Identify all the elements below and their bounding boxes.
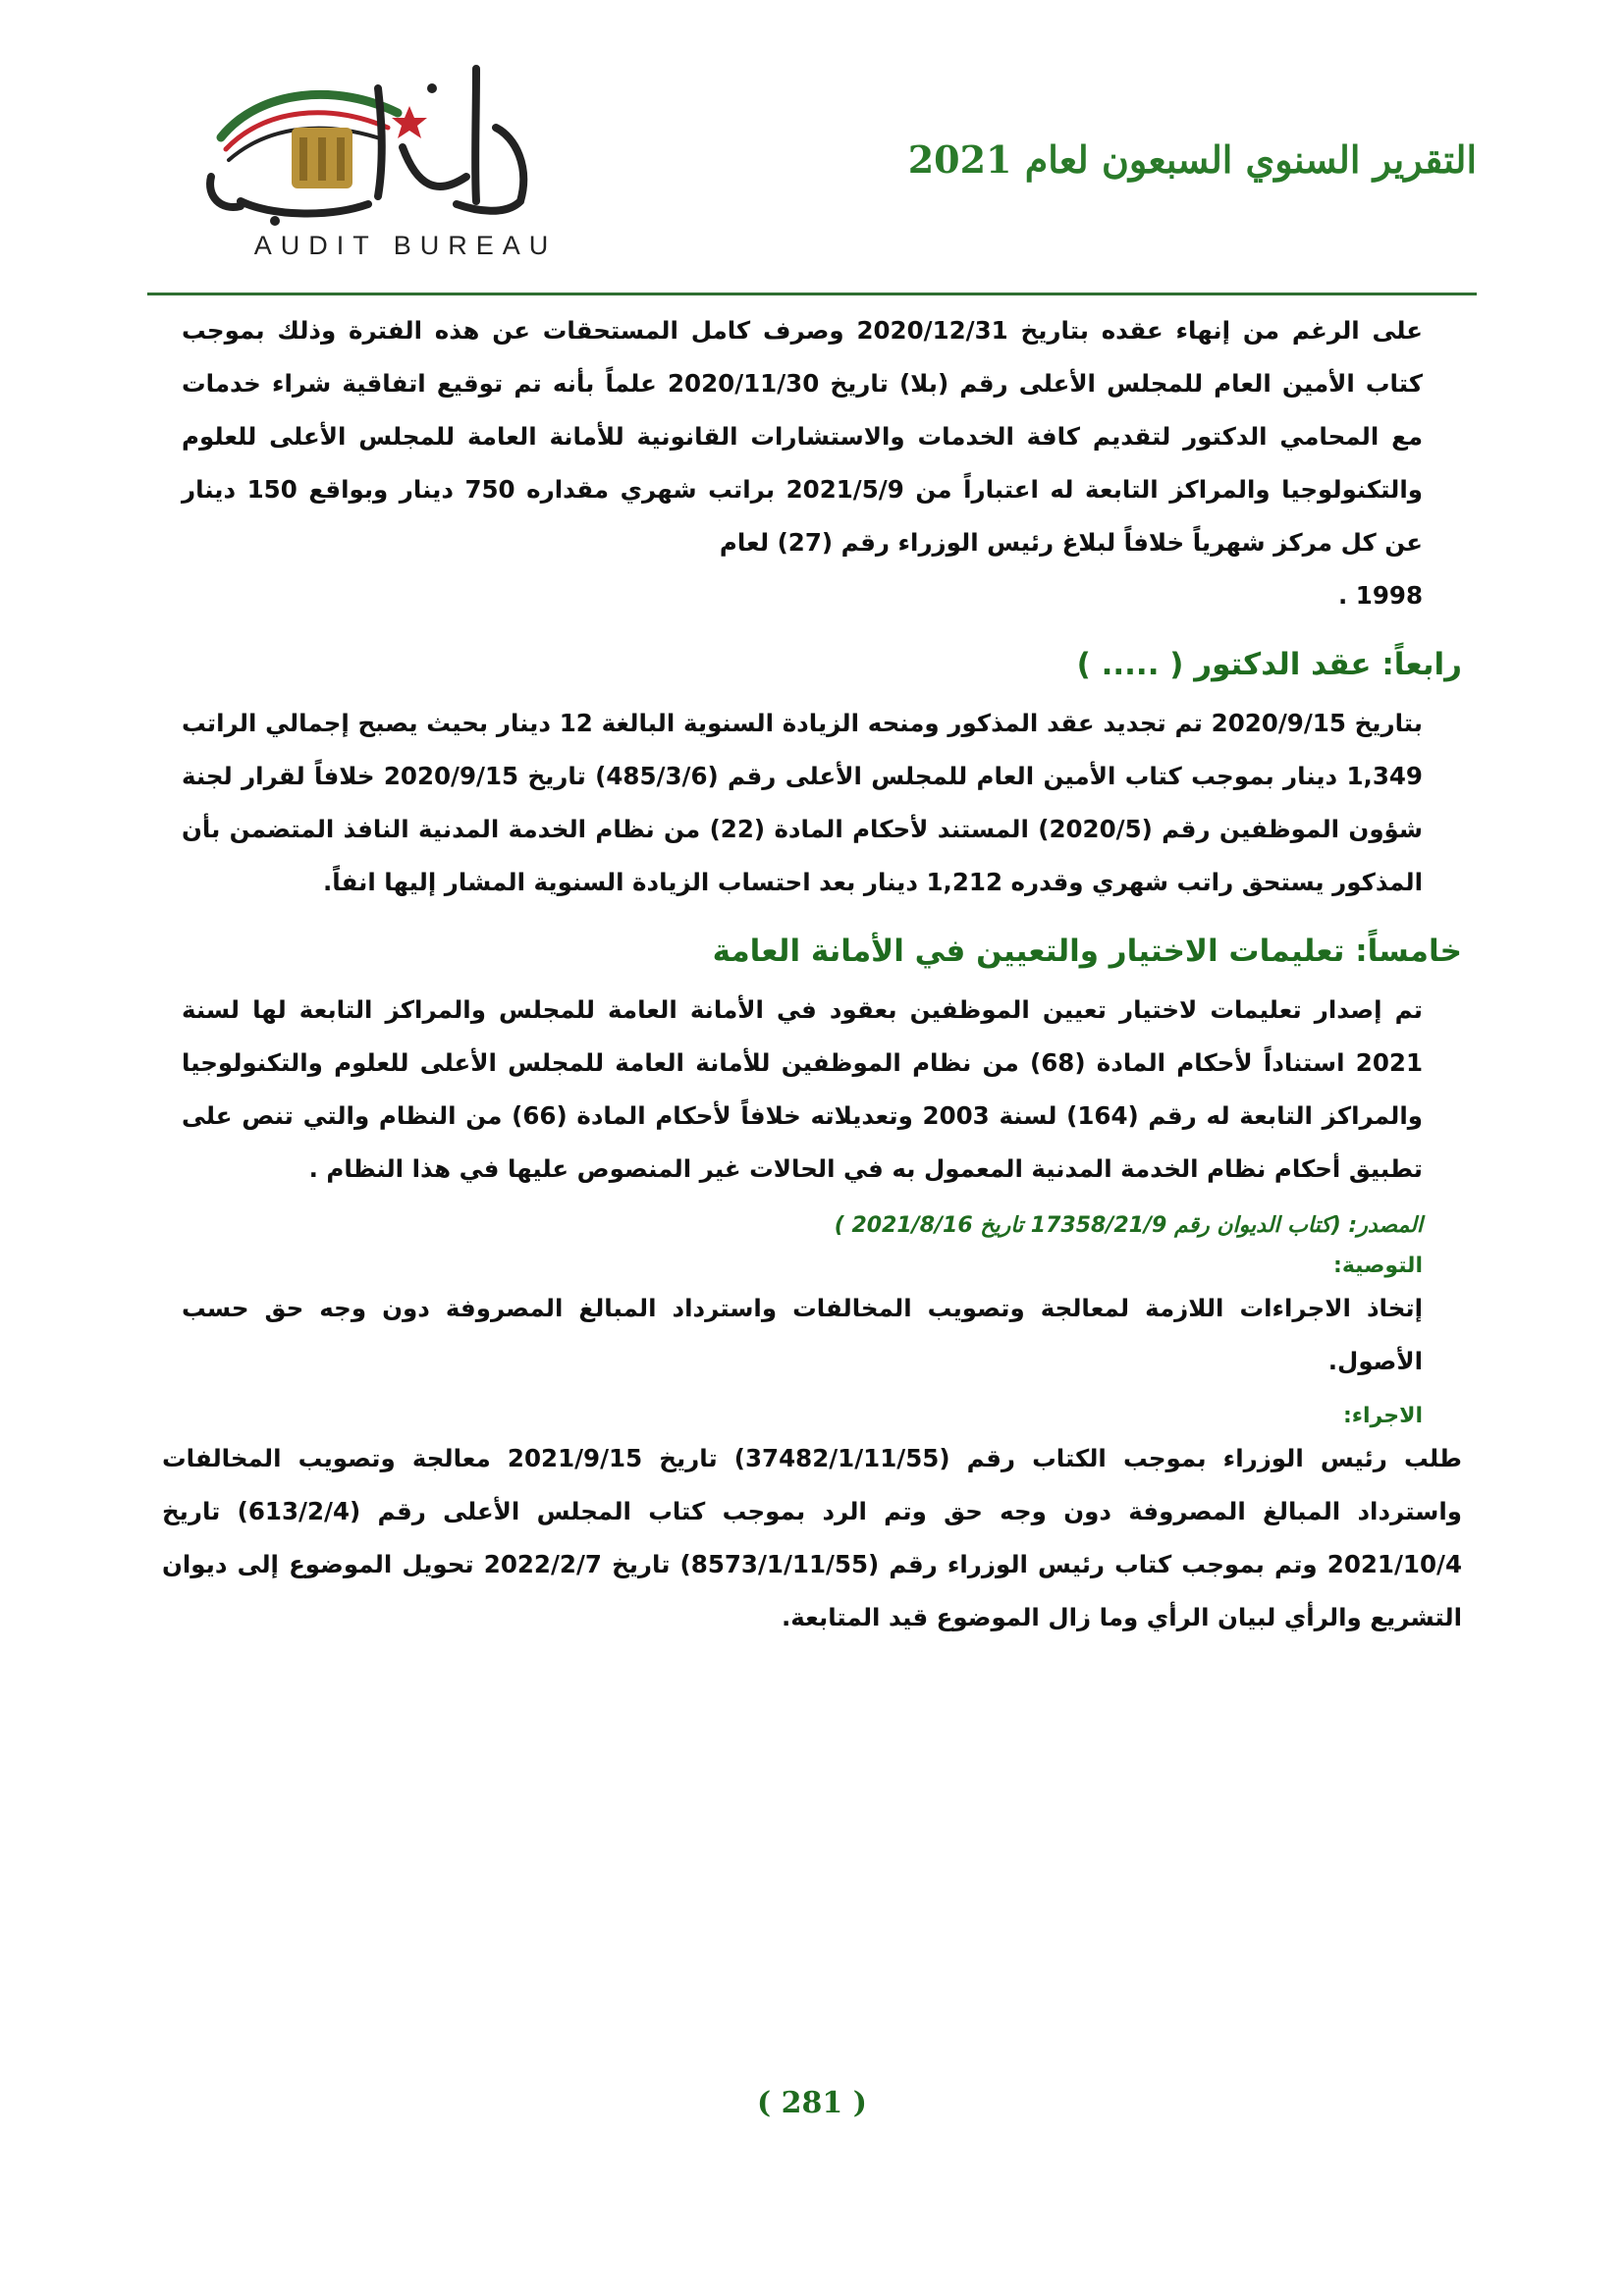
page-number: ( 281 ) bbox=[757, 2086, 867, 2120]
recommendation-label: التوصية: bbox=[1333, 1254, 1423, 1278]
audit-bureau-logo bbox=[182, 29, 558, 285]
section-5-paragraph: تم إصدار تعليمات لاختيار تعيين الموظفين بعقود في الأمانة العامة للمجلس والمراكز التابعة لها لسنة 2021 استناداً لأحكام المادة (68) من نظام الموظفين للأمانة العامة للمجلس الأعلى للعلوم والتكنولوجيا والمراكز التابعة له رقم (164) لسنة 2003 وتعديلاته خلافاً لأحكام المادة (66) من النظام والتي تنص على تطبيق أحكام نظام الخدمة المدنية المعمول به في الحالات غير المنصوص عليها في هذا النظام . bbox=[182, 995, 1424, 1183]
page-header bbox=[147, 29, 1477, 290]
action-text: طلب رئيس الوزراء بموجب الكتاب رقم (37482/1/11/55) تاريخ 2021/9/15 معالجة وتصويب المخالفات واسترداد المبالغ المصروفة دون وجه حق وتم الرد بموجب كتاب المجلس الأعلى رقم (613/2/4) تاريخ 2021/10/4 وتم بموجب كتاب رئيس الوزراء رقم (8573/1/11/55) تاريخ 2022/2/7 تحويل الموضوع إلى ديوان التشريع والرأي لبيان الرأي وما زال الموضوع قيد المتابعة. bbox=[162, 1444, 1463, 1631]
header-divider bbox=[147, 293, 1477, 295]
logo-caption: AUDIT BUREAU bbox=[253, 231, 558, 260]
source-note: المصدر: (كتاب الديوان رقم 17358/21/9 تاريخ 2021/8/16 ) bbox=[834, 1213, 1423, 1238]
audit-bureau-emblem-icon bbox=[182, 29, 555, 236]
section-4-heading: رابعاً: عقد الدكتور ( ..... ) bbox=[1076, 647, 1462, 682]
action-label: الاجراء: bbox=[1342, 1404, 1423, 1428]
section-4-paragraph: بتاريخ 2020/9/15 تم تجديد عقد المذكور ومنحه الزيادة السنوية البالغة 12 دينار بحيث يصبح إجمالي الراتب 1,349 دينار بموجب كتاب الأمين العام للمجلس الأعلى رقم (485/3/6) تاريخ 2020/9/15 خلافاً لقرار لجنة شؤون الموظفين رقم (2020/5) المستند لأحكام المادة (22) من نظام الخدمة المدنية النافذ المتضمن بأن المذكور يستحق راتب شهري وقدره 1,212 دينار بعد احتساب الزيادة السنوية المشار إليها انفاً. bbox=[182, 709, 1424, 896]
main-content bbox=[162, 304, 1462, 1644]
intro-paragraph: على الرغم من إنهاء عقده بتاريخ 2020/12/31 وصرف كامل المستحقات عن هذه الفترة وذلك بموجب كتاب الأمين العام للمجلس الأعلى رقم (بلا) تاريخ 2020/11/30 علماً بأنه تم توقيع اتفاقية شراء خدمات مع المحامي الدكتور لتقديم كافة الخدمات والاستشارات القانونية للأمانة العامة للمجلس الأعلى للعلوم والتكنولوجيا والمراكز التابعة له اعتباراً من 2021/5/9 براتب شهري مقداره 750 دينار وبواقع 150 دينار عن كل مركز شهرياً خلافاً لبلاغ رئيس الوزراء رقم (27) لعام bbox=[182, 316, 1424, 557]
report-title: التقرير السنوي السبعون لعام 2021 bbox=[907, 137, 1477, 182]
intro-paragraph-end: 1998 . bbox=[1337, 581, 1423, 610]
recommendation-text: إتخاذ الاجراءات اللازمة لمعالجة وتصويب المخالفات واسترداد المبالغ المصروفة دون وجه حق حسب الأصول. bbox=[182, 1294, 1423, 1375]
section-5-heading: خامساً: تعليمات الاختيار والتعيين في الأمانة العامة bbox=[712, 934, 1462, 969]
